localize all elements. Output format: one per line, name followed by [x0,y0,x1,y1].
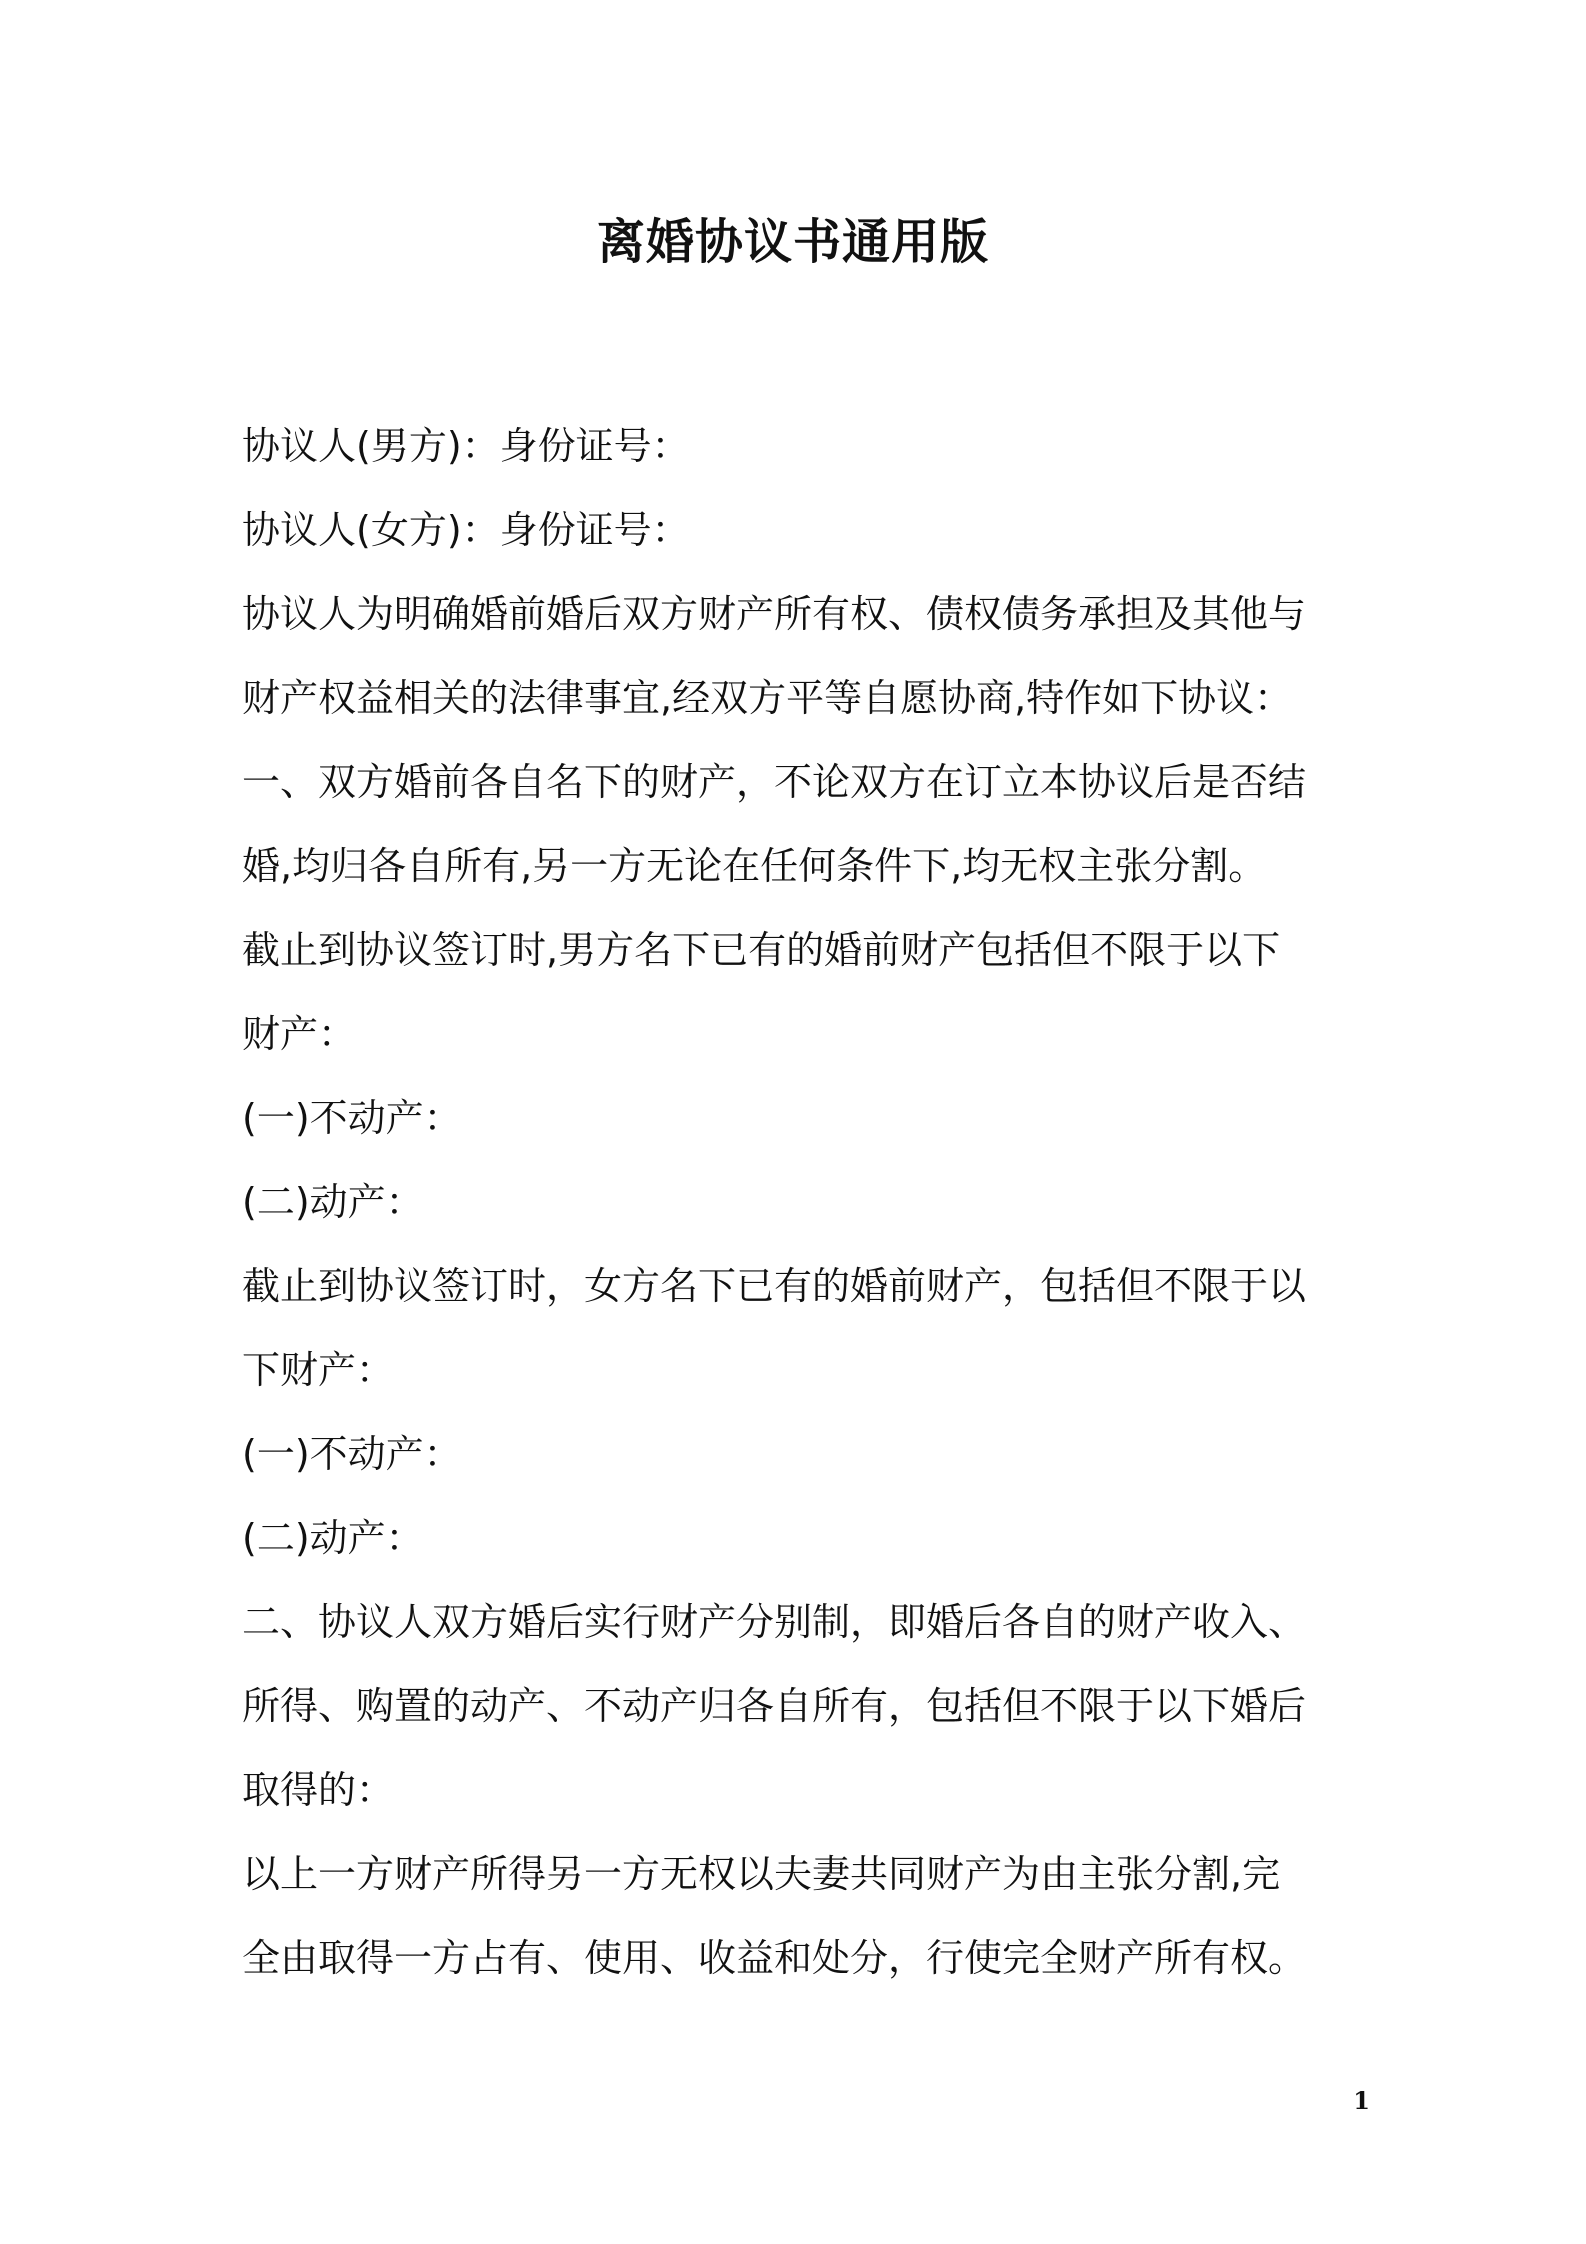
text-line: 一、双方婚前各自名下的财产，不论双方在订立本协议后是否结 [242,760,1307,804]
text-line: 协议人(女方)：身份证号： [242,508,690,552]
text-line: 婚,均归各自所有,另一方无论在任何条件下,均无权主张分割。 [242,844,1267,888]
text-line: (一)不动产： [242,1096,462,1140]
text-line: 财产： [242,1012,357,1056]
text-line: (一)不动产： [242,1432,462,1476]
text-line: 协议人(男方)：身份证号： [242,424,690,468]
text-line: (二)动产： [242,1180,424,1224]
text-line: 所得、购置的动产、不动产归各自所有，包括但不限于以下婚后 [242,1684,1307,1728]
text-line: 以上一方财产所得另一方无权以夫妻共同财产为由主张分割,完 [242,1852,1281,1896]
document-title: 离婚协议书通用版 [596,214,989,270]
text-line: 截止到协议签订时，女方名下已有的婚前财产，包括但不限于以 [242,1264,1307,1308]
text-line: 协议人为明确婚前婚后双方财产所有权、债权债务承担及其他与 [242,592,1307,636]
text-line: 截止到协议签订时,男方名下已有的婚前财产包括但不限于以下 [242,928,1281,972]
text-line: (二)动产： [242,1516,424,1560]
text-line: 二、协议人双方婚后实行财产分别制，即婚后各自的财产收入、 [242,1600,1307,1644]
text-line: 财产权益相关的法律事宜,经双方平等自愿协商,特作如下协议： [242,676,1293,720]
text-line: 全由取得一方占有、使用、收益和处分，行使完全财产所有权。 [242,1936,1307,1980]
text-line: 取得的： [242,1768,395,1812]
document-body [242,404,1362,2000]
page-number: 1 [1353,2086,1370,2115]
text-line: 下财产： [242,1348,395,1392]
